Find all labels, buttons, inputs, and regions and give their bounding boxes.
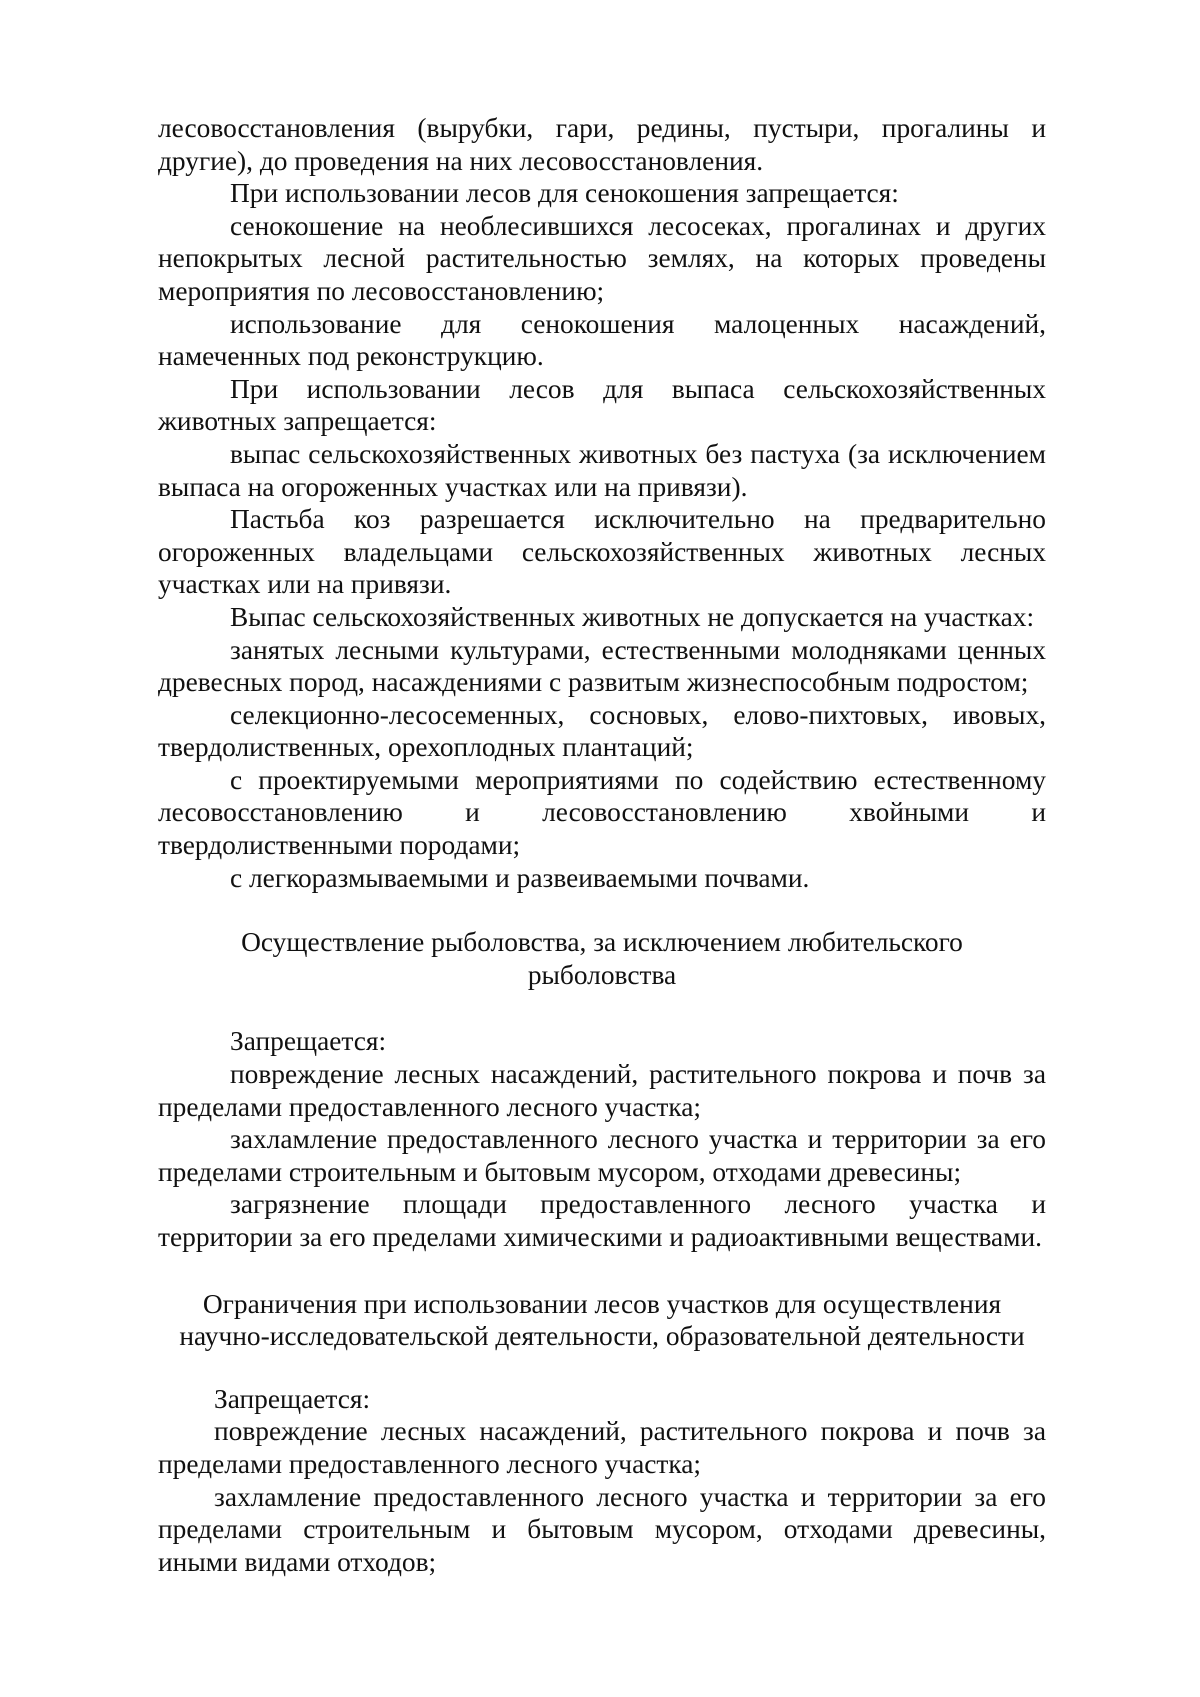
paragraph: лесовосстановления (вырубки, гари, редины, пустыри, прогалины и другие), до проведения на них лесовосстановления. bbox=[158, 113, 1046, 176]
spacer bbox=[158, 991, 1046, 1025]
paragraph: использование для сенокошения малоценных насаждений, намеченных под реконструкцию. bbox=[158, 308, 1046, 372]
document-page bbox=[158, 112, 1046, 1578]
section-research bbox=[158, 1288, 1046, 1579]
paragraph: селекционно-лесосеменных, сосновых, елово-пихтовых, ивовых, твердолиственных, орехоплодных плантаций; bbox=[158, 699, 1046, 763]
paragraph: При использовании лесов для сенокошения запрещается: bbox=[230, 178, 899, 209]
section-heading-line: Ограничения при использовании лесов участков для осуществления bbox=[202, 1288, 1002, 1319]
paragraph: Запрещается: bbox=[230, 1026, 387, 1057]
paragraph: занятых лесными культурами, естественными молодняками ценных древесных пород, насаждениями с развитым жизнеспособным подростом; bbox=[158, 634, 1046, 698]
section-heading-line: научно-исследовательской деятельности, образовательной деятельности bbox=[179, 1321, 1025, 1352]
paragraph: с легкоразмываемыми и развеиваемыми почвами. bbox=[230, 862, 810, 893]
paragraph: повреждение лесных насаждений, растительного покрова и почв за пределами предоставленного лесного участка; bbox=[158, 1059, 1046, 1122]
paragraph: загрязнение площади предоставленного лесного участка и территории за его пределами химическими и радиоактивными веществами. bbox=[158, 1189, 1046, 1252]
spacer bbox=[158, 1254, 1046, 1288]
paragraph: с проектируемыми мероприятиями по содействию естественному лесовосстановлению и лесовосстановлению хвойными и твердолиственными породами; bbox=[158, 764, 1046, 861]
paragraph: выпас сельскохозяйственных животных без пастуха (за исключением выпаса на огороженных участках или на привязи). bbox=[158, 438, 1046, 502]
paragraph: захламление предоставленного лесного участка и территории за его пределами строительным и бытовым мусором, отходами древесины, иными видами отходов; bbox=[158, 1481, 1046, 1577]
paragraph: захламление предоставленного лесного участка и территории за его пределами строительным и бытовым мусором, отходами древесины; bbox=[158, 1124, 1046, 1187]
paragraph: повреждение лесных насаждений, растительного покрова и почв за пределами предоставленного лесного участка; bbox=[158, 1416, 1046, 1479]
paragraph: Выпас сельскохозяйственных животных не допускается на участках: bbox=[230, 601, 1035, 632]
paragraph: сенокошение на необлесившихся лесосеках, прогалинах и других непокрытых лесной растительностью землях, на которых проведены мероприятия по лесовосстановлению; bbox=[158, 210, 1046, 306]
spacer bbox=[158, 894, 1046, 926]
section-heading-line: рыболовства bbox=[527, 959, 677, 990]
section-grazing bbox=[158, 112, 1046, 894]
paragraph: Пастьба коз разрешается исключительно на предварительно огороженных владельцами сельскохозяйственных животных лесных участках или на привязи. bbox=[158, 504, 1046, 600]
spacer bbox=[158, 1353, 1046, 1383]
paragraph: При использовании лесов для выпаса сельскохозяйственных животных запрещается: bbox=[158, 373, 1046, 437]
section-heading-line: Осуществление рыболовства, за исключением любительского bbox=[241, 927, 963, 958]
paragraph: Запрещается: bbox=[214, 1383, 371, 1414]
section-fishing bbox=[158, 926, 1046, 1253]
